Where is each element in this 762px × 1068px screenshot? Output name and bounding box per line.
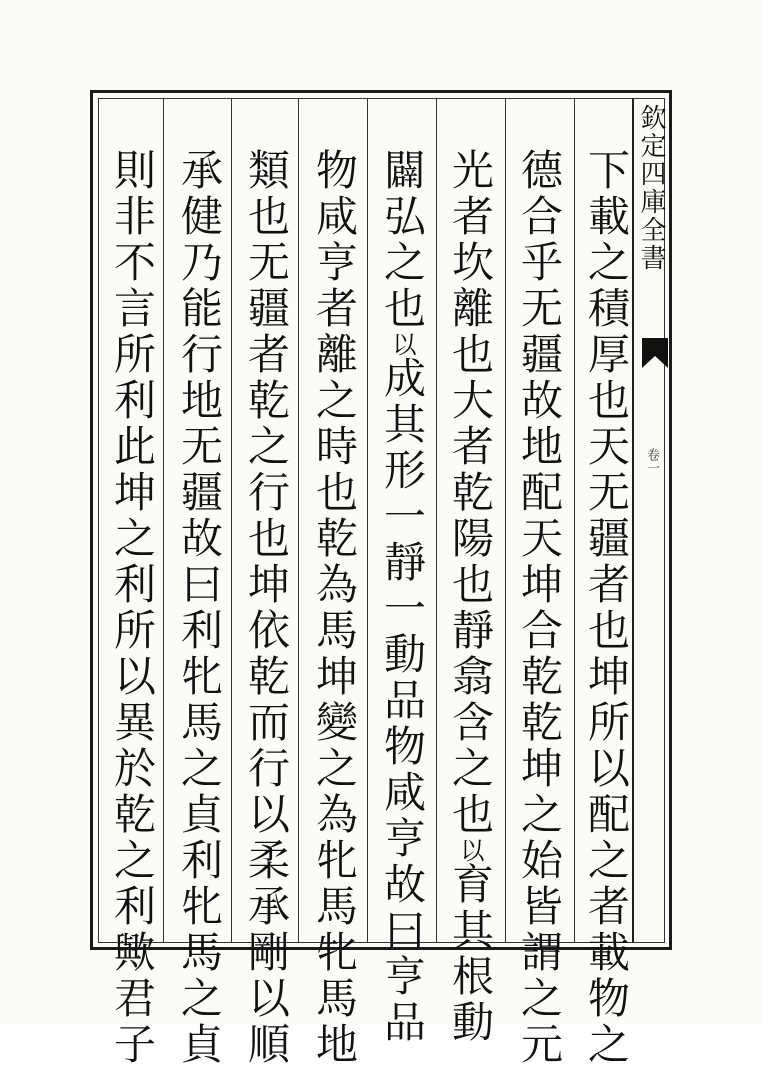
text-column-7: 承健乃能行地无疆故曰利牝馬之貞利牝馬之貞 xyxy=(175,148,224,1068)
text-column-4-note: 以 xyxy=(388,332,416,356)
text-column-3 xyxy=(438,148,502,1046)
text-column-4-main: 闢弘之也 xyxy=(378,148,427,332)
fish-tail-mark-icon xyxy=(642,338,668,368)
juan-mark: 卷一 xyxy=(644,448,659,474)
text-column-3-tail: 育其根動 xyxy=(446,862,495,1046)
text-column-4-tail: 成其形一靜一動品物咸亨故曰亨品 xyxy=(378,356,427,1046)
text-column-4 xyxy=(370,148,434,1046)
text-column-8: 則非不言所利此坤之利所以異於乾之利歟君子 xyxy=(108,148,157,1068)
text-column-2: 德合乎无疆故地配天坤合乾乾坤之始皆謂之元 xyxy=(515,148,564,1068)
column-divider xyxy=(367,98,368,943)
column-divider xyxy=(298,98,299,943)
text-column-3-note: 以 xyxy=(456,838,484,862)
text-column-1: 下載之積厚也天无疆者也坤所以配之者載物之 xyxy=(582,148,631,1068)
book-title: 欽定四庫全書 xyxy=(636,104,666,272)
text-column-5: 物咸亨者離之時也乾為馬坤變之為牝馬牝馬地 xyxy=(310,148,359,1068)
text-column-6: 類也无疆者乾之行也坤依乾而行以柔承剛以順 xyxy=(242,148,291,1068)
column-divider xyxy=(436,98,437,943)
column-divider xyxy=(505,98,506,943)
text-column-3-main: 光者坎離也大者乾陽也靜翕含之也 xyxy=(446,148,495,838)
column-divider xyxy=(231,98,232,943)
